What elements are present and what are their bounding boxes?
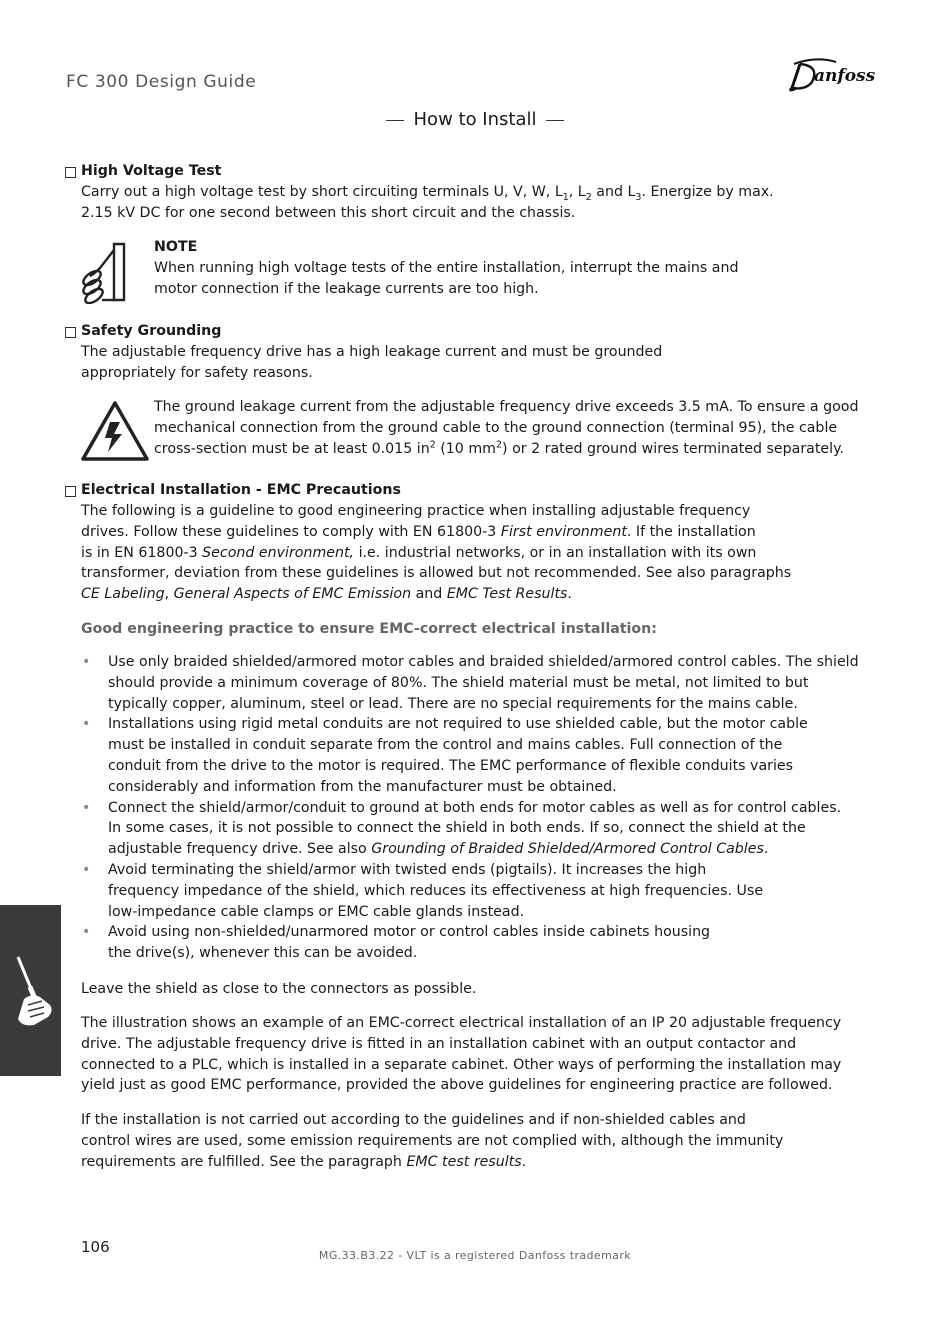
checkbox-safety-grounding[interactable] (65, 327, 76, 338)
hv-text: and L (591, 184, 636, 200)
subscript: 2 (585, 191, 592, 203)
hv-test-line-1 (81, 182, 881, 203)
bullet-line: conduit from the drive to the motor is required. The EMC performance of flexible conduits varies (108, 757, 794, 774)
closing-paragraph-3 (81, 1110, 881, 1172)
bullet-line: should provide a minimum coverage of 80%. The shield material must be metal, not limited to but (108, 674, 809, 691)
bullet-text: adjustable frequency drive. See also (108, 841, 372, 858)
bullet-reference: Grounding of Braided Shielded/Armored Control Cables (371, 841, 764, 858)
hv-test-paragraph (81, 182, 881, 224)
closing-line: connected to a PLC, which is installed in a separate cabinet. Other ways of performing the installation may (81, 1056, 842, 1073)
section-title-text: How to Install (413, 109, 537, 130)
superscript: 2 (429, 438, 436, 450)
closing-paragraph-2 (81, 1013, 881, 1096)
warning-line: mechanical connection from the ground cable to the ground connection (terminal 95), the cable (154, 419, 838, 436)
list-item (81, 714, 881, 797)
emc-reference: CE Labeling (81, 586, 165, 603)
emc-italic: Second environment, (202, 544, 355, 561)
subscript: 1 (562, 191, 569, 203)
emc-italic: First environment (500, 523, 627, 540)
list-item (81, 922, 881, 964)
bullet-line: must be installed in conduit separate from the control and mains cables. Full connection of the (108, 737, 783, 754)
warning-line: The ground leakage current from the adjustable frequency drive exceeds 3.5 mA. To ensure a good (154, 399, 859, 415)
closing-line: drive. The adjustable frequency drive is fitted in an installation cabinet with an output contactor and (81, 1035, 797, 1052)
footer-text: MG.33.B3.22 - VLT is a registered Danfoss trademark (318, 1249, 632, 1262)
title-dash-right (546, 120, 564, 121)
list-item (81, 798, 881, 860)
bullet-line: • Installations using rigid metal conduits are not required to use shielded cable, but the motor cable (108, 716, 808, 733)
note-text (154, 258, 874, 300)
note-label: NOTE (154, 239, 198, 255)
practice-bullet-list (81, 652, 881, 964)
heading-emc-precautions: Electrical Installation - EMC Precautions (81, 482, 401, 498)
note-hand-icon (78, 240, 128, 304)
emc-text: . (567, 586, 572, 603)
hv-text: , L (568, 184, 586, 200)
closing-text: requirements are fulfilled. See the paragraph (81, 1153, 407, 1170)
grounding-line: appropriately for safety reasons. (81, 364, 313, 381)
emc-line (81, 584, 881, 605)
hv-text: Carry out a high voltage test by short circuiting terminals U, V, W, L (81, 184, 563, 200)
emc-line (81, 543, 881, 564)
emc-text: drives. Follow these guidelines to comply with EN 61800-3 (81, 523, 501, 540)
warning-text-part: (10 mm (435, 440, 496, 457)
grounding-paragraph (81, 342, 881, 384)
checkbox-high-voltage-test[interactable] (65, 167, 76, 178)
bullet-line: typically copper, aluminum, steel or lead. There are no special requirements for the mains cable. (108, 695, 798, 712)
danfoss-logo (786, 54, 890, 94)
list-item (81, 652, 881, 714)
bullet-line: low-impedance cable clamps or EMC cable glands instead. (108, 903, 525, 920)
closing-line: The illustration shows an example of an EMC-correct electrical installation of an IP 20 adjustable frequency (81, 1015, 842, 1031)
bullet-line: • Avoid terminating the shield/armor with twisted ends (pigtails). It increases the high (108, 861, 707, 878)
closing-reference: EMC test results (406, 1153, 522, 1170)
list-item (81, 860, 881, 922)
emc-line (81, 522, 881, 543)
closing-line: control wires are used, some emission requirements are not complied with, although the immunity (81, 1132, 784, 1149)
document-title: FC 300 Design Guide (66, 72, 257, 92)
note-line: motor connection if the leakage currents are too high. (154, 280, 539, 297)
bullet-line: In some cases, it is not possible to connect the shield in both ends. If so, connect the shield at the (108, 820, 806, 837)
svg-text:anfoss: anfoss (814, 66, 876, 86)
high-voltage-warning-icon (80, 400, 150, 462)
title-dash-left (386, 120, 404, 121)
emc-paragraph (81, 501, 881, 605)
closing-line (81, 1152, 881, 1173)
install-screwdriver-hand-icon (10, 953, 54, 1029)
page-number: 106 (81, 1238, 110, 1256)
emc-text: . If the installation (626, 523, 756, 540)
chapter-side-tab[interactable] (0, 905, 61, 1076)
practice-subheading: Good engineering practice to ensure EMC-correct electrical installation: (81, 621, 657, 637)
subscript: 3 (635, 191, 642, 203)
bullet-line: • Use only braided shielded/armored motor cables and braided shielded/armored control cables. The shield (108, 654, 859, 670)
bullet-line: frequency impedance of the shield, which reduces its effectiveness at high frequencies. Use (108, 882, 764, 899)
bullet-line (108, 839, 881, 860)
hv-test-line-2: 2.15 kV DC for one second between this short circuit and the chassis. (81, 204, 576, 221)
emc-text: and (411, 586, 447, 603)
emc-text: i.e. industrial networks, or in an installation with its own (354, 544, 757, 561)
emc-reference: EMC Test Results (446, 586, 568, 603)
heading-high-voltage-test: High Voltage Test (81, 163, 222, 179)
bullet-text: . (763, 841, 769, 858)
warning-text-part: cross-section must be at least 0.015 in (154, 440, 430, 457)
bullet-line: considerably and information from the manufacturer must be obtained. (108, 778, 617, 795)
warning-text (154, 397, 884, 459)
emc-reference: General Aspects of EMC Emission (173, 586, 412, 603)
checkbox-emc-precautions[interactable] (65, 486, 76, 497)
closing-text: . (521, 1153, 527, 1170)
warning-line (154, 439, 884, 460)
emc-line: The following is a guideline to good engineering practice when installing adjustable frequency (81, 503, 751, 519)
superscript: 2 (495, 438, 503, 450)
closing-paragraph-1: Leave the shield as close to the connectors as possible. (81, 981, 477, 997)
closing-line: yield just as good EMC performance, provided the above guidelines for engineering practice are followed. (81, 1077, 833, 1094)
bullet-line: the drive(s), whenever this can be avoided. (108, 945, 418, 962)
closing-line: If the installation is not carried out according to the guidelines and if non-shielded cables and (81, 1112, 746, 1128)
emc-line: transformer, deviation from these guidelines is allowed but not recommended. See also paragraphs (81, 565, 792, 582)
grounding-line: The adjustable frequency drive has a high leakage current and must be grounded (81, 344, 663, 360)
section-title (0, 110, 950, 131)
emc-text: , (164, 586, 174, 603)
note-line: When running high voltage tests of the entire installation, interrupt the mains and (154, 260, 739, 276)
bullet-line: • Avoid using non-shielded/unarmored motor or control cables inside cabinets housing (108, 924, 711, 941)
emc-text: is in EN 61800-3 (81, 544, 203, 561)
bullet-line: • Connect the shield/armor/conduit to ground at both ends for motor cables as well as for control cables. (108, 799, 842, 816)
hv-text: . Energize by max. (641, 184, 774, 200)
heading-safety-grounding: Safety Grounding (81, 323, 222, 339)
warning-text-part: ) or 2 rated ground wires terminated separately. (502, 440, 844, 457)
